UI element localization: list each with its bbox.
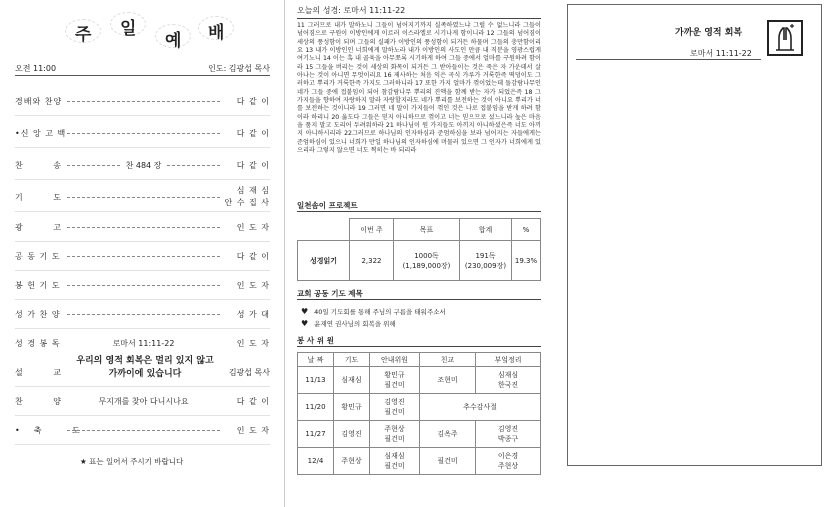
item-who: 다 같 이 xyxy=(236,251,270,261)
worship-item xyxy=(15,212,270,242)
item-leader-line xyxy=(67,160,220,171)
date-cell: 11/13 xyxy=(298,367,334,394)
worship-meta xyxy=(15,63,270,74)
project-table xyxy=(297,218,541,281)
table-header: 친교 xyxy=(420,353,476,367)
table-row xyxy=(298,367,541,394)
item-who: 인 도 자 xyxy=(236,425,270,435)
item-middle-wrap xyxy=(67,396,220,407)
total-cell xyxy=(460,241,512,281)
scripture-heading: 오늘의 성경: 로마서 11:11-22 xyxy=(297,5,541,19)
service-time: 오전 11:00 xyxy=(15,64,57,73)
prayer-cell: 황민규 xyxy=(334,394,370,421)
item-leader-line xyxy=(67,314,220,315)
item-middle: 찬 484 장 xyxy=(125,160,162,170)
worship-item xyxy=(15,386,270,416)
item-who: 다 같 이 xyxy=(236,396,270,406)
item-label: 광 고 xyxy=(15,222,75,232)
item-leader-line xyxy=(67,197,220,198)
divider xyxy=(15,75,270,76)
sermon-title: 우리의 영적 회복은 멀리 있지 않고 가까이에 있습니다 xyxy=(76,356,214,379)
title-char: 배 xyxy=(208,23,226,43)
item-leader-line xyxy=(67,256,220,257)
item-who-title: 안 수 집 사 xyxy=(224,198,270,207)
kitchen-name: 한국진 xyxy=(497,381,519,389)
guide-name: 심재심 xyxy=(384,452,405,460)
item-leader-line xyxy=(67,227,220,228)
worship-item xyxy=(15,182,270,212)
worship-title xyxy=(60,10,240,52)
item-who-name: 심 재 심 xyxy=(236,186,270,195)
item-who: 다 같 이 xyxy=(236,128,270,138)
item-who: 인 도 자 xyxy=(236,280,270,290)
kitchen-cell xyxy=(476,367,541,394)
sermon-notes-box xyxy=(567,4,822,466)
sermon-notes-scripture: 로마서 11:11-22 xyxy=(690,49,752,58)
table-header: % xyxy=(512,219,541,241)
guide-name: 필건미 xyxy=(384,381,405,389)
item-leader-line xyxy=(67,285,220,286)
prayer-cell: 주현상 xyxy=(334,448,370,475)
worship-item xyxy=(15,415,270,445)
title-char: 일 xyxy=(120,19,138,39)
item-who: 인 도 자 xyxy=(236,222,270,232)
prayer-heading: 교회 공동 기도 제목 xyxy=(297,289,363,298)
table-header: 날 짜 xyxy=(298,353,334,367)
table-header: 기도 xyxy=(334,353,370,367)
worship-item xyxy=(15,270,270,300)
guide-cell xyxy=(370,448,420,475)
kitchen-name: 심재심 xyxy=(497,371,519,379)
table-header: 이번 주 xyxy=(350,219,394,241)
guide-name: 주현상 xyxy=(384,425,405,433)
table-header: 부엌정리 xyxy=(476,353,541,367)
goal-cell xyxy=(394,241,460,281)
worship-item xyxy=(15,150,270,180)
standing-note: ★ 표는 일어서 주시기 바랍니다 xyxy=(80,457,184,466)
table-row xyxy=(298,394,541,421)
goal-value: 1000독 xyxy=(414,251,439,260)
prayer-cell: 심재심 xyxy=(334,367,370,394)
date-cell: 11/20 xyxy=(298,394,334,421)
guide-cell xyxy=(370,394,420,421)
item-label: 성 가 찬 양 xyxy=(15,309,61,319)
fold-line xyxy=(284,0,285,507)
table-row xyxy=(298,448,541,475)
table-header-row xyxy=(298,353,541,367)
sermon-notes-title: 가까운 영적 회복 xyxy=(675,28,743,38)
item-who: 다 같 이 xyxy=(236,96,270,106)
guide-cell xyxy=(370,367,420,394)
guide-name: 황민규 xyxy=(384,371,405,379)
item-label: 공 동 기 도 xyxy=(15,251,61,261)
item-who: 김광섭 목사 xyxy=(228,367,270,377)
item-label: 경배와 찬양 xyxy=(15,96,63,106)
item-label: 봉 헌 기 도 xyxy=(15,280,61,290)
divider xyxy=(297,211,541,212)
kitchen-name: 이은경 xyxy=(497,452,519,460)
worship-item xyxy=(15,328,270,358)
total-value: 191독 xyxy=(475,251,496,260)
worship-item xyxy=(15,118,270,148)
item-label: •신 앙 고 백 xyxy=(15,128,67,138)
prayer-text: 윤재연 권사님의 회복을 위해 xyxy=(314,320,396,328)
guide-name: 필건미 xyxy=(384,462,405,470)
project-heading: 일천솜이 프로젝트 xyxy=(297,201,358,210)
worship-item xyxy=(15,357,270,387)
item-who xyxy=(220,185,270,209)
item-label: 설 교 xyxy=(15,367,75,377)
guide-name: 필건미 xyxy=(384,408,405,416)
prayer-item xyxy=(301,307,446,316)
goal-sub: (1,189,000장) xyxy=(402,261,451,270)
table-header: 안내위원 xyxy=(370,353,420,367)
table-header: 목표 xyxy=(394,219,460,241)
date-cell: 12/4 xyxy=(298,448,334,475)
service-leader: 인도: 김광섭 목사 xyxy=(208,64,270,73)
scripture-text: 11 그러므로 내가 말하노니 그들이 넘어지기까지 실족하였느냐 그럴 수 없느니라 그들이 넘어짐으로 구원이 이방인에게 이르러 이스라엘로 시기나게 함이니라 12 그들의 넘어짐이 세상의 풍성함이 되며 그들의 실패가 이방인의 풍성함이 되거든 하물며 그들의 충만함이리요 13 내가 이방인인 너희에게 말하노라 내가 이방인의 사도인 만큼 내 직분을 영광스럽게 여기노니 14 이는 혹 내 골육을 아무쪼록 시기하게 하여 그들 중에서 얼마를 구원하려 함이라 15 그들을 버리는 것이 세상의 화목이 되거든 그 받아들이는 것은 죽은 자 가운데서 살아나는 것이 아니면 무엇이리요 16 제사하는 처음 익은 곡식 가루가 거룩한즉 떡덩이도 그러하고 뿌리가 거룩한즉 가지도 그러하니라 17 또한 가지 얼마가 꺾이었는데 돌감람나무인 네가 그들 중에 접붙임이 되어 참감람나무 뿌리의 진액을 함께 받는 자가 되었은즉 18 그 가지들을 향하여 자랑하지 말라 자랑할지라도 네가 뿌리를 보전하는 것이 아니요 뿌리가 너를 보전하는 것이니라 19 그러면 네 말이 가지들이 꺾인 것은 나로 접붙임을 받게 하려 함이라 하리니 20 옳도다 그들은 믿지 아니하므로 꺾이고 너는 믿으므로 섰느니라 높은 마음을 품지 말고 도리어 두려워하라 21 하나님이 원 가지들도 아끼지 아니하셨은즉 너도 아끼지 아니하시리라 22그러므로 하나님의 인자하심과 준엄하심을 보라 넘어지는 자들에게는 준엄하심이 있으니 너희가 만일 하나님의 인자하심에 머물러 있으면 그 인자가 너희에게 있으리라 그렇지 않으면 너도 찍히는 바 되리라 xyxy=(297,22,541,155)
table-row xyxy=(298,421,541,448)
this-week-value: 2,322 xyxy=(350,241,394,281)
item-who: 인 도 자 xyxy=(236,338,270,348)
guide-name: 김영진 xyxy=(384,398,405,406)
table-header: 합계 xyxy=(460,219,512,241)
service-table xyxy=(297,352,541,475)
item-label: 찬 송 xyxy=(15,160,75,170)
item-middle: 무지개를 찾아 다니시나요 xyxy=(98,396,189,406)
prayer-cell: 김영진 xyxy=(334,421,370,448)
row-label: 성경읽기 xyxy=(298,241,350,281)
kitchen-name: 박종구 xyxy=(497,435,519,443)
item-middle-wrap xyxy=(67,338,220,349)
item-label: 성 경 봉 독 xyxy=(15,338,61,348)
thanksgiving-cell: 추수감사절 xyxy=(420,394,541,421)
percent-value: 19.3% xyxy=(512,241,541,281)
worship-item xyxy=(15,86,270,116)
table-header-row xyxy=(298,219,541,241)
table-row xyxy=(298,241,541,281)
item-leader-line xyxy=(67,101,220,102)
guide-cell xyxy=(370,421,420,448)
item-leader-line xyxy=(67,430,220,431)
kitchen-cell xyxy=(476,421,541,448)
item-label: •축 도 xyxy=(15,425,94,435)
heart-icon: ♥ xyxy=(301,307,309,316)
prayer-text: 40일 기도회를 통해 주님의 구름을 태워주소서 xyxy=(314,308,446,316)
item-who: 다 같 이 xyxy=(236,160,270,170)
date-cell: 11/27 xyxy=(298,421,334,448)
service-heading: 봉 사 위 원 xyxy=(297,336,334,345)
guide-name: 필건미 xyxy=(384,435,405,443)
kitchen-cell xyxy=(476,448,541,475)
item-who: 성 가 대 xyxy=(236,309,270,319)
worship-item xyxy=(15,241,270,271)
worship-item xyxy=(15,299,270,329)
divider xyxy=(297,346,541,347)
item-leader-line xyxy=(67,133,220,134)
kitchen-name: 김영진 xyxy=(497,425,519,433)
order-of-worship xyxy=(0,0,285,507)
divider xyxy=(576,59,761,60)
fellowship-cell: 김옥주 xyxy=(420,421,476,448)
item-label: 찬 양 xyxy=(15,396,75,406)
item-middle: 로마서 11:11-22 xyxy=(112,338,175,348)
prayer-item xyxy=(301,319,396,328)
divider xyxy=(297,299,541,300)
kitchen-name: 주현상 xyxy=(497,462,519,470)
title-char: 주 xyxy=(75,25,93,45)
title-char: 예 xyxy=(165,31,183,51)
total-sub: (230,009장) xyxy=(464,261,507,270)
fellowship-cell: 조현미 xyxy=(420,367,476,394)
praying-hands-icon xyxy=(767,20,803,56)
fellowship-cell: 필건미 xyxy=(420,448,476,475)
item-label: 기 도 xyxy=(15,192,75,202)
heart-icon: ♥ xyxy=(301,319,309,328)
